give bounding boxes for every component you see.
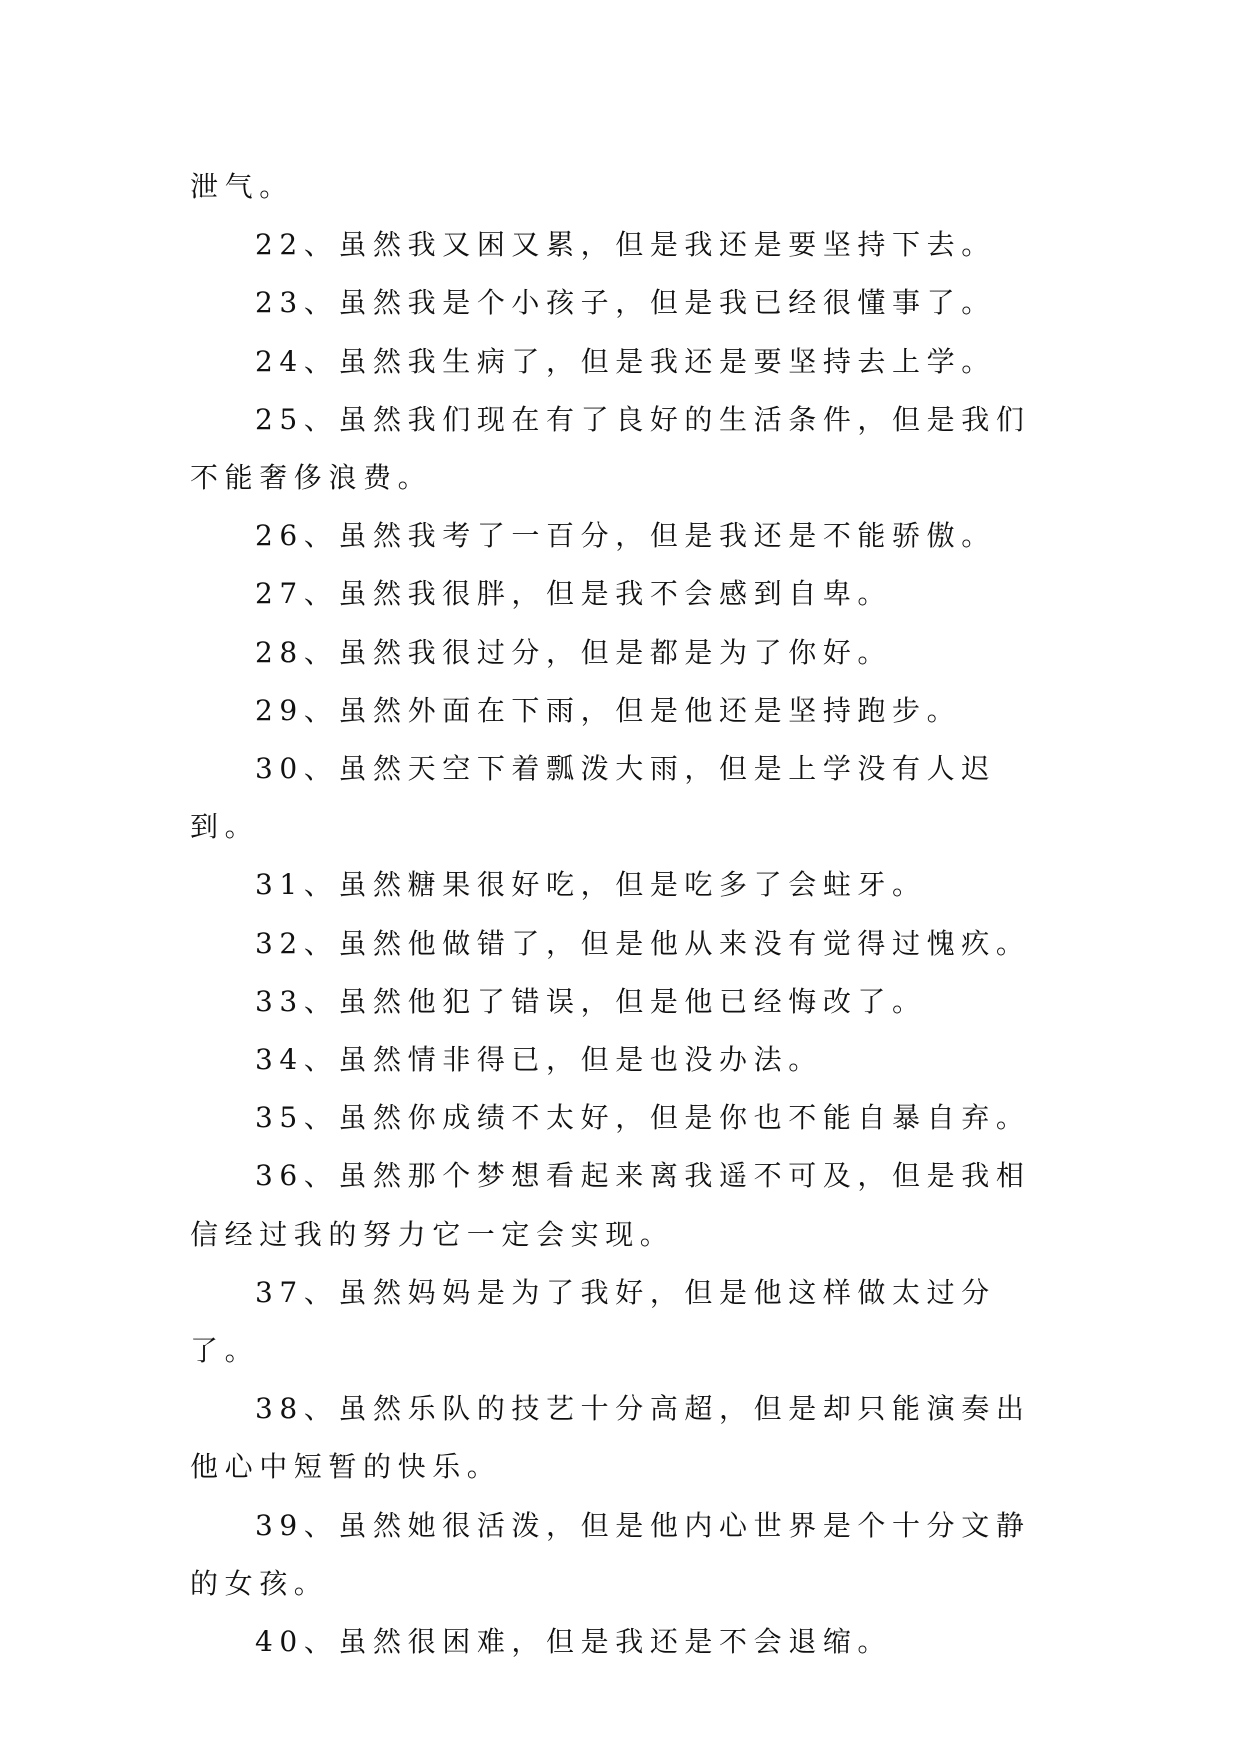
paragraph: 40、虽然很困难，但是我还是不会退缩。 [255,1625,893,1659]
paragraph: 26、虽然我考了一百分，但是我还是不能骄傲。 [255,519,996,553]
paragraph: 27、虽然我很胖，但是我不会感到自卑。 [255,577,893,611]
paragraph: 33、虽然他犯了错误，但是他已经悔改了。 [255,984,927,1018]
paragraph: 32、虽然他做错了，但是他从来没有觉得过愧疚。 [255,926,1031,960]
paragraph: 泄气。 [190,170,294,203]
paragraph: 37、虽然妈妈是为了我好，但是他这样做太过分了。 [190,1275,996,1368]
paragraph: 30、虽然天空下着瓢泼大雨，但是上学没有人迟到。 [190,752,996,844]
paragraph: 22、虽然我又困又累，但是我还是要坚持下去。 [255,228,996,262]
paragraph: 39、虽然她很活泼，但是他内心世界是个十分文静的女孩。 [190,1508,1031,1600]
paragraph: 28、虽然我很过分，但是都是为了你好。 [255,635,893,669]
paragraph: 24、虽然我生病了，但是我还是要坚持去上学。 [255,344,996,378]
paragraph: 35、虽然你成绩不太好，但是你也不能自暴自弃。 [255,1101,1031,1135]
paragraph: 36、虽然那个梦想看起来离我遥不可及，但是我相信经过我的努力它一定会实现。 [190,1159,1031,1251]
paragraph: 34、虽然情非得已，但是也没办法。 [255,1043,823,1077]
paragraph: 25、虽然我们现在有了良好的生活条件，但是我们不能奢侈浪费。 [190,402,1031,495]
paragraph: 29、虽然外面在下雨，但是他还是坚持跑步。 [255,693,962,727]
paragraph: 38、虽然乐队的技艺十分高超，但是却只能演奏出他心中短暂的快乐。 [190,1392,1031,1484]
document-body [190,158,1050,1671]
paragraph: 23、虽然我是个小孩子，但是我已经很懂事了。 [255,286,996,320]
paragraph: 31、虽然糖果很好吃，但是吃多了会蛀牙。 [255,868,927,902]
